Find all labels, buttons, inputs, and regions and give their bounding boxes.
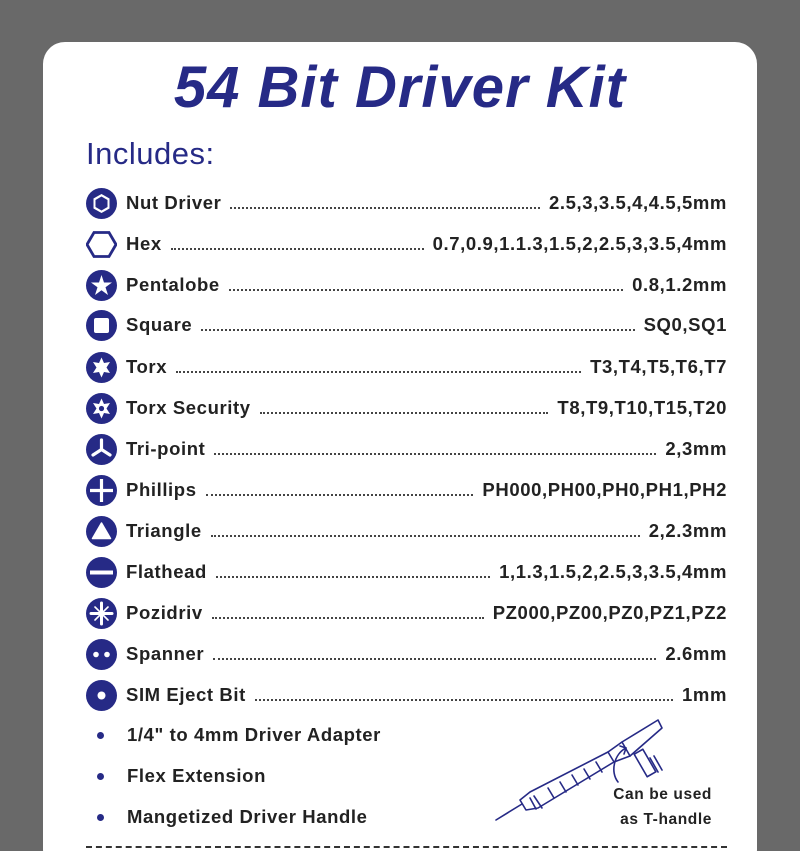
item-name: Phillips <box>126 479 197 500</box>
square-icon <box>86 310 117 341</box>
leader-dots <box>216 576 490 578</box>
list-item-nut-driver <box>86 187 727 219</box>
extra-item <box>97 802 368 832</box>
list-item-square <box>86 309 727 341</box>
list-item-torx <box>86 351 727 383</box>
leader-dots <box>214 453 656 455</box>
tri-point-icon <box>86 434 117 465</box>
leader-dots <box>171 248 424 250</box>
list-item-sim-eject-bit <box>86 679 727 711</box>
note-line-2: as T-handle <box>620 811 712 828</box>
leader-dots <box>206 494 474 496</box>
star-icon <box>86 270 117 301</box>
leader-dots <box>211 535 640 537</box>
list-item-tri-point <box>86 433 727 465</box>
list-item-hex <box>86 228 727 260</box>
extra-item <box>97 720 381 750</box>
leader-dots <box>229 289 623 291</box>
leader-dots <box>255 699 673 701</box>
item-value: PZ000,PZ00,PZ0,PZ1,PZ2 <box>492 602 727 623</box>
list-item-phillips <box>86 474 727 506</box>
extra-item <box>97 761 266 791</box>
bullet-icon <box>97 773 104 780</box>
list-item-spanner <box>86 638 727 670</box>
item-name: SIM Eject Bit <box>126 684 246 705</box>
item-name: Tri-point <box>126 438 206 459</box>
note-line-1: Can be used <box>613 786 712 803</box>
spanner-icon <box>86 639 117 670</box>
list-item-pentalobe <box>86 269 727 301</box>
torx-icon <box>86 352 117 383</box>
leader-dots <box>212 617 484 619</box>
item-value: T3,T4,T5,T6,T7 <box>590 356 727 377</box>
extra-item-label: 1/4" to 4mm Driver Adapter <box>127 724 381 745</box>
item-name: Spanner <box>126 643 205 664</box>
item-value: T8,T9,T10,T15,T20 <box>557 397 727 418</box>
item-name: Pozidriv <box>126 602 203 623</box>
t-handle-note <box>604 782 712 832</box>
triangle-icon <box>86 516 117 547</box>
list-item-pozidriv <box>86 597 727 629</box>
item-value: 1mm <box>682 684 727 705</box>
list-item-flathead <box>86 556 727 588</box>
extra-item-label: Flex Extension <box>127 765 266 786</box>
divider <box>86 846 727 848</box>
item-name: Torx Security <box>126 397 251 418</box>
hexagon-nut-icon <box>86 188 117 219</box>
item-value: 2,2.3mm <box>648 520 727 541</box>
item-value: 2.6mm <box>665 643 727 664</box>
bullet-icon <box>97 814 104 821</box>
list-item-torx-security <box>86 392 727 424</box>
item-value: 0.7,0.9,1.1.3,1.5,2,2.5,3,3.5,4mm <box>432 233 727 254</box>
hex-icon <box>86 229 117 260</box>
item-value: 0.8,1.2mm <box>632 274 727 295</box>
item-name: Triangle <box>126 520 202 541</box>
sim-eject-icon <box>86 680 117 711</box>
item-value: 2,3mm <box>665 438 727 459</box>
leader-dots <box>230 207 540 209</box>
leader-dots <box>213 658 656 660</box>
leader-dots <box>201 329 634 331</box>
page-title: 54 Bit Driver Kit <box>173 55 627 120</box>
item-value: 2.5,3,3.5,4,4.5,5mm <box>548 192 727 213</box>
extra-item-label: Mangetized Driver Handle <box>127 806 368 827</box>
item-name: Hex <box>126 233 162 254</box>
leader-dots <box>260 412 549 414</box>
torx-security-icon <box>86 393 117 424</box>
item-value: SQ0,SQ1 <box>643 314 727 335</box>
list-item-triangle <box>86 515 727 547</box>
item-value: PH000,PH00,PH0,PH1,PH2 <box>482 479 727 500</box>
leader-dots <box>176 371 581 373</box>
item-name: Nut Driver <box>126 192 222 213</box>
item-name: Torx <box>126 356 168 377</box>
includes-heading: Includes: <box>86 136 215 171</box>
bullet-icon <box>97 732 104 739</box>
item-name: Pentalobe <box>126 274 220 295</box>
item-name: Flathead <box>126 561 207 582</box>
item-name: Square <box>126 314 193 335</box>
phillips-icon <box>86 475 117 506</box>
pozidriv-icon <box>86 598 117 629</box>
flathead-icon <box>86 557 117 588</box>
item-value: 1,1.3,1.5,2,2.5,3,3.5,4mm <box>499 561 727 582</box>
